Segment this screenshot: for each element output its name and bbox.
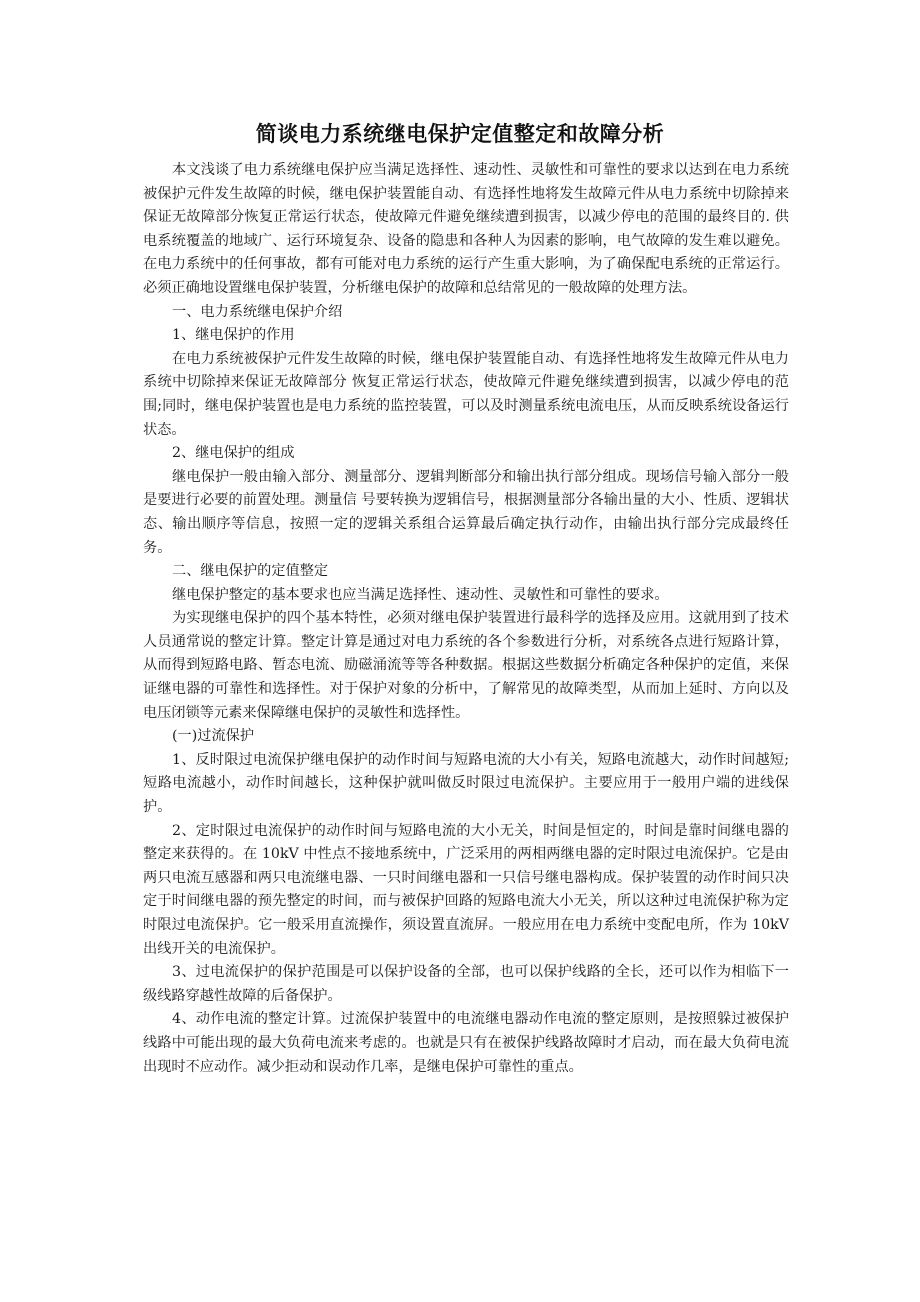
subsection-heading: 2、继电保护的组成 xyxy=(172,445,295,462)
document-title: 简谈电力系统继电保护定值整定和故障分析 xyxy=(255,122,665,146)
paragraph: 3、过电流保护的保护范围是可以保护设备的全部，也可以保护线路的全长，还可以作为相临下一级线路穿越性故障的后备保护。 xyxy=(143,964,789,1004)
section-heading: 一、电力系统继电保护介绍 xyxy=(172,303,343,320)
paragraph: 在电力系统被保护元件发生故障的时候，继电保护装置能自动、有选择性地将发生故障元件从电力系统中切除掉来保证无故障部分 恢复正常运行状态，使故障元件避免继续遭到损害，以减少停电的范围;同时，继电保护装置也是电力系统的监控装置，可以及时测量系统电流电压，从而反映系统设备运行状态。 xyxy=(143,350,789,438)
section-heading: 二、继电保护的定值整定 xyxy=(172,563,329,580)
paragraph: 为实现继电保护的四个基本特性，必须对继电保护装置进行最科学的选择及应用。这就用到了技术人员通常说的整定计算。整定计算是通过对电力系统的各个参数进行分析，对系统各点进行短路计算，从而得到短路电路、暂态电流、励磁涌流等等各种数据。根据这些数据分析确定各种保护的定值，来保证继电器的可靠性和选择性。对于保护对象的分析中，了解常见的故障类型，从而加上延时、方向以及电压闭锁等元素来保障继电保护的灵敏性和选择性。 xyxy=(143,610,789,721)
paragraph: 本文浅谈了电力系统继电保护应当满足选择性、速动性、灵敏性和可靠性的要求以达到在电力系统被保护元件发生故障的时候，继电保护装置能自动、有选择性地将发生故障元件从电力系统中切除掉来保证无故障部分恢复正常运行状态，使故障元件避免继续遭到损害，以减少停电的范围的最终目的. 供电系统覆盖的地域广、运行环境复杂、设备的隐患和各种人为因素的影响，电气故障的发生难以避免。在电力系统中的任何事故，都有可能对电力系统的运行产生重大影响，为了确保配电系统的正常运行。必须正确地设置继电保护装置，分析继电保护的故障和总结常见的一般故障的处理方法。 xyxy=(143,162,789,296)
paragraph: 继电保护整定的基本要求也应当满足选择性、速动性、灵敏性和可靠性的要求。 xyxy=(172,586,669,603)
paragraph: 1、反时限过电流保护继电保护的动作时间与短路电流的大小有关，短路电流越大，动作时间越短; 短路电流越小，动作时间越长，这种保护就叫做反时限过电流保护。主要应用于一般用户端的进线保护。 xyxy=(143,751,789,816)
paragraph: 继电保护一般由输入部分、测量部分、逻辑判断部分和输出执行部分组成。现场信号输入部分一般是要进行必要的前置处理。测量信 号要转换为逻辑信号，根据测量部分各输出量的大小、性质、逻辑状态、输出顺序等信息，按照一定的逻辑关系组合运算最后确定执行动作，由输出执行部分完成最终任务。 xyxy=(143,468,789,556)
paragraph: 4、动作电流的整定计算。过流保护装置中的电流继电器动作电流的整定原则，是按照躲过被保护线路中可能出现的最大负荷电流来考虑的。也就是只有在被保护线路故障时才启动，而在最大负荷电流出现时不应动作。减少拒动和误动作几率，是继电保护可靠性的重点。 xyxy=(143,1011,789,1075)
subsection-heading: 1、继电保护的作用 xyxy=(172,327,295,344)
subsection-heading: (一)过流保护 xyxy=(172,728,255,745)
paragraph: 2、定时限过电流保护的动作时间与短路电流的大小无关，时间是恒定的，时间是靠时间继电器的整定来获得的。在 10kV 中性点不接地系统中，广泛采用的两相两继电器的定时限过电流保护。它是由两只电流互感器和两只电流继电器、一只时间继电器和一只信号继电器构成。保护装置的动作时间只决定于时间继电器的预先整定的时间，而与被保护回路的短路电流大小无关，所以这种过电流保护称为定时限过电流保护。它一般采用直流操作，须设置直流屏。一般应用在电力系统中变配电所，作为 10kV 出线开关的电流保护。 xyxy=(143,822,789,957)
document-body xyxy=(143,159,789,1079)
